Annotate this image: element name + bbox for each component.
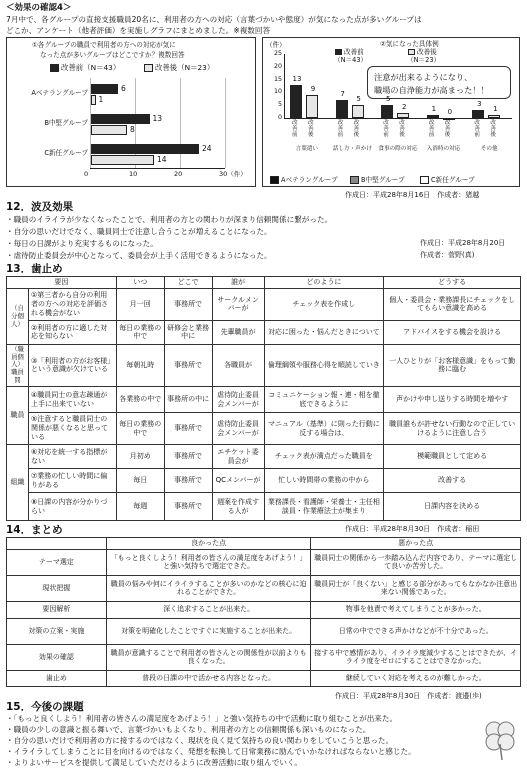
credit-chart: 作成日：平成28年8月16日 作成者：猪越 [345,191,480,199]
sec14-row-label: 歯止め [7,670,107,686]
sec13-cell: ①第三者から自分の利用者の方への対応を評価される機会がない [28,288,116,320]
chart1-data-label: 13 [152,114,163,123]
sec14-cell: 「もっと良くしよう！利用者の皆さんの満足度をあげよう！」と強い気持ちで選定できた。 [106,549,311,575]
sec13-header-action: どうする [384,277,521,289]
sec13-cell: 事務所で [164,445,212,469]
sec13-cell: 職員誰もが許せない行動なので正していけるように注意し合う [384,413,521,445]
sec13-cell: 事務所で [164,413,212,445]
chart2-tick-label: 10 [273,88,282,96]
sec14-cell: 職員の悩みや何にイライラすることが多いのかなどの核心に迫れることができた。 [106,575,311,601]
chart2-bar-label: 改善前 [474,120,480,138]
sec13-cell: ③「利用者の方がお客様」という意識が欠けている [28,344,116,386]
sec14-row-label: 対策の立案・実施 [7,618,107,644]
chart2-n-after: （N＝23） [407,56,441,64]
sec13-cell: 模範職員として定める [384,445,521,469]
chart2-bar-label: 改善後 [399,120,405,138]
sec14-cell: 接する中で感情があり、イライラ度減少することはできたが、イライラ度をゼロにすることはできなかった。 [311,644,521,670]
sec13-cell: ⑥対応を統一する指標がない [28,445,116,469]
sec15-item-5: ・よりよいサービスを提供して満足していただけるように改善活動に取り組んでいく。 [6,758,302,767]
table-row [7,601,521,618]
sec13-cell: 事務所で [164,469,212,493]
effect-intro-line1: 7月中で、各グループの直接支援職員20名に、利用者の方への対応（言葉づかいや態度）が気になった点が多いグループは [6,15,422,24]
sec13-group-self: （自分個人） [7,288,29,344]
sec13-cell: QCメンバーが [212,469,264,493]
chart2-bar-label: 改善後 [308,120,314,138]
chart2-bar-label: 改善前 [292,120,298,138]
sec13-cell: 事務所で [164,344,212,386]
chart2-category-label: 話し方・声かけ [332,146,372,152]
sec13-cell: 毎日の業務の中で [116,320,164,344]
sec13-cell: チェック表を作成し [264,288,384,320]
chart2-data-label: 5 [356,95,361,104]
chart2-group-legend-a: Aベテラングループ [270,176,338,185]
sec14-row-label: 要因解析 [7,601,107,618]
chart2-callout-line2: 職場の自浄能力が高まった！！ [374,85,489,95]
sec12-item-3: ・毎日の日課がより充実するものになった。 [6,239,158,248]
sec13-cell: ⑦業務の忙しい時間に偏りがある [28,469,116,493]
sec13-cell: 声かけや申し送りする時間を増やす [384,387,521,413]
sec14-cell: 職員同士が「良くない」と感じる部分があってもなかなか注意出来ない関係であった。 [311,575,521,601]
sec13-cell: 一人ひとりが「お客様意識」をもって勤務に臨む [384,344,521,386]
chart2-bar [488,115,500,118]
chart2-data-label: 9 [310,84,316,93]
sec13-cell: 個人・委員会・業務課長にチェックをしてもらい意識を高める [384,288,521,320]
sec14-cell: 深く追求することが出来た。 [106,601,311,618]
clover-illustration-icon [478,716,522,762]
chart2-group-legend-b: B中堅グループ [350,176,405,185]
table-row [7,644,521,670]
chart2-category-label: その他 [480,146,498,152]
chart1-tick-label: 10 [129,170,138,178]
chart2-data-label: 1 [493,105,498,114]
sec13-group-staff: 職員 [7,387,29,445]
sec12-credit-date: 作成日：平成28年8月20日 [420,239,506,247]
chart2-bar [306,95,318,118]
chart1-question-line1: ①各グループの職員で利用者の方への対応が気に [32,41,176,49]
chart2-data-label: 2 [401,102,407,111]
sec13-cell: 虐待防止委員会メンバーが [212,387,264,413]
chart2-data-label: 3 [477,100,482,109]
sec14-row-label: 効果の確認 [7,644,107,670]
chart2-group-legend-c: C新任グループ [420,176,475,185]
sec13-header-cause: 要因 [7,277,117,289]
chart2-bar-label: 改善前 [337,120,344,138]
sec13-cell: 事務所で [164,493,212,521]
chart1-tick-label: 30（件） [219,170,247,178]
sec13-cell: 倫理綱領や服務心得を順読していき [264,344,384,386]
sec13-cell: コミュニケーション報・連・相を徹底できるように [264,387,384,413]
sec13-header-when: いつ [116,277,164,289]
sec13-cell: ⑤注意すると職員同士の関係が悪くなると思っている [28,413,116,445]
sec13-cell: 事務所で [164,288,212,320]
sec13-cell: 毎日 [116,469,164,493]
chart1-tick-label: 20 [174,170,183,178]
sec12-title: 12．波及効果 [6,201,74,213]
sec15-item-1: ・「もっと良くしよう！利用者の皆さんの満足度をあげよう！」と強い気持ちの中で活動に取り組むことが出来た。 [6,714,398,723]
chart2-bar-label: 改善後 [490,120,496,138]
table-row [7,413,521,445]
chart2-data-label: 13 [292,74,302,83]
chart2-question: ②気になった具体例 [380,40,439,48]
table-row [7,618,521,644]
sec13-cell: 業務課長・看護師・栄養士・主任相談員・作業療法士が集まり [264,493,384,521]
sec13-cell: 事務所の中に [164,387,212,413]
chart1-legend-before: 改善前（N＝43） [50,63,120,73]
sec13-header-how: どのように [264,277,384,289]
table-row [7,670,521,686]
table-row [7,469,521,493]
sec12-credit-author: 作成者：菅野(真) [420,251,475,259]
sec14-cell: 職員が意識することで利用者の皆さんとの関係性が以前よりも良くなった。 [106,644,311,670]
chart2-bar-label: 改善前 [428,120,435,138]
sec13-cell: 週案を作成する人が [212,493,264,521]
sec13-cell: 虐待防止委員会メンバーが [212,413,264,445]
sec13-cell: 毎日の業務の中で [116,413,164,445]
sec15-item-4: ・イライラしてしまうことに目を向けるのではなく、発想を転換して日常業務に励んでいかなければならないと感じた。 [6,747,416,756]
sec13-cell: 改善する [384,469,521,493]
sec14-title: 14．まとめ [6,524,63,536]
chart1-data-label: 6 [121,84,126,93]
sec13-group-org: 組織 [7,445,29,521]
chart2-data-label: 7 [340,90,345,99]
chart2-category-label: 入浴時の対応 [426,146,461,152]
effect-header: ＜効果の確認4＞ [6,3,72,13]
table-row [7,575,521,601]
sec13-header-who: 誰が [212,277,264,289]
sec14-header-bad: 悪かった点 [311,538,521,550]
sec14-row-label: テーマ選定 [7,549,107,575]
sec12-item-4: ・虐待防止委員会が中心となって、委員会が上手く活用できるようになった。 [6,251,272,260]
chart2-data-label: 1 [431,105,437,114]
sec15-item-3: ・自分の思いだけで利用者の方に接するのではなく、現状を良く見て気持ちの良い関わりをしていこうと思った。 [6,736,394,745]
sec15-title: 15．今後の課題 [6,701,84,713]
sec13-cell: 日課内容を決める [384,493,521,521]
chart1-category-label: C新任グループ [44,149,88,157]
sec13-cell: 忙しい時間帯の業務の中から [264,469,384,493]
chart1-data-label: 8 [130,125,135,134]
sec14-cell: 職員同士の関係から一歩踏み込んだ内容であり、テーマに選定して良いか苦労した。 [311,549,521,575]
chart2-bar [352,105,364,118]
chart2-bar-label: 改善後 [444,120,451,138]
sec13-cell: アドバイスをする機会を設ける [384,320,521,344]
chart2-tick-label: 15 [273,75,282,83]
chart1-data-label: 24 [202,144,212,153]
chart2-callout-line1: 注意が出来るようになり、 [374,72,473,82]
table-row [7,344,521,386]
chart1-data-label: 14 [157,155,167,164]
sec13-cell: 月一回 [116,288,164,320]
chart2-bar [336,100,348,118]
chart2-data-label: 0 [447,108,453,116]
table-row [7,493,521,521]
chart2-tick-label: 5 [277,101,282,109]
sec14-cell: 対策を明確化したことですぐに実施することが出来た。 [106,618,311,644]
sec13-cell: 毎週 [116,493,164,521]
chart1-category-label: Aベテラングループ [31,89,88,97]
sec15-item-2: ・職員の少しの意識と振る舞いで、言葉づかいもよくなり、利用者の方との信頼関係も深いものになった。 [6,725,371,734]
table-row [7,549,521,575]
chart1-question-line2: なった点が多いグループはどこですか？複数回答 [40,51,185,59]
sec12-item-1: ・職員のイライラが少なくなったことで、利用者の方との関わりが深まり信頼関係に繋がった。 [6,215,333,224]
sec13-group-staff-person: （職員個人）職員間 [7,344,29,386]
sec13-cell: マニュアル（基準）に則った行動に反する場合は、 [264,413,384,445]
chart2-bar [397,113,409,118]
sec14-credit: 作成日：平成28年8月30日 作成者：渡邉(歩) [335,692,482,700]
chart1-tick-label: 0 [84,170,89,178]
sec14-header-blank [7,538,107,550]
chart2-unit: （件） [266,41,286,49]
sec13-cell: サークルメンバーが [212,288,264,320]
chart1-legend-after: 改善後（N＝23） [144,63,214,73]
chart2-x-axis [284,118,512,119]
chart1-category-label: B中堅グループ [44,119,88,127]
sec13-cell: 毎朝礼時 [116,344,164,386]
sec14-cell: 物事を他責で考えてしまうことが多かった。 [311,601,521,618]
sec14-cell: 日常の中でできる声かけなどが不十分であった。 [311,618,521,644]
chart2-y-axis [284,54,285,118]
table-row [7,445,521,469]
sec13-table [6,276,521,521]
sec13-cell: 各業務の中で [116,387,164,413]
sec13-cell: ②利用者の方に適した対応を知らない [28,320,116,344]
table-row [7,320,521,344]
chart2-bar [381,105,393,118]
chart2-data-label: 5 [385,95,391,104]
chart2-category-label: 言葉遣い [295,146,318,152]
chart2-bar [472,110,484,118]
chart2-bar [290,85,302,118]
sec14-table [6,537,521,687]
chart2-legend-after: 改善後 [408,48,437,57]
sec13-cell: ⑧日課の内容が分かりづらい [28,493,116,521]
effect-intro-line2: どこか、アンケート（他者評価）を実施しグラフにまとめました。※複数回答 [6,26,271,35]
chart2-tick-label: 0 [277,114,282,121]
chart2-plot [0,0,527,200]
sec13-cell: 対応に困った・悩んだときについて [264,320,384,344]
sec14-header-good: 良かった点 [106,538,311,550]
sec12-item-2: ・自分の思いだけでなく、職員同士で注意し合うことが増えることになった。 [6,227,272,236]
table-row [7,387,521,413]
chart2-tick-label: 20 [273,62,282,70]
sec13-cell: 月初め [116,445,164,469]
chart2-n-before: （N＝43） [334,56,368,64]
table-row [7,288,521,320]
chart1-data-label: 1 [98,95,104,104]
sec13-credit: 作成日：平成28年8月30日 作成者：稲田 [345,525,480,533]
chart2-bar-label: 改善前 [383,120,389,138]
sec14-row-label: 現状把握 [7,575,107,601]
chart2-tick-label: 25 [273,50,282,57]
sec13-cell: 研修会と業務中に [164,320,212,344]
sec13-cell: エチケット委員会が [212,445,264,469]
sec14-cell: 普段の日課の中で活かせる内容となった。 [106,670,311,686]
sec13-header-where: どこで [164,277,212,289]
sec14-cell: 継続していく対応を考えるのが難しかった。 [311,670,521,686]
chart2-bar-label: 改善後 [353,120,360,138]
sec13-cell: 各職員が [212,344,264,386]
sec13-cell: 先輩職員が [212,320,264,344]
sec13-cell: ④職員同士の意志疎通が上手に出来ていない [28,387,116,413]
chart2-category-label: 食事の際の対応 [378,146,418,152]
chart2-bar [427,115,439,118]
chart2-legend-before: 改善前 [335,48,364,57]
sec13-title: 13．歯止め [6,263,63,275]
sec13-cell: チェック表が満点だった職員を [264,445,384,469]
